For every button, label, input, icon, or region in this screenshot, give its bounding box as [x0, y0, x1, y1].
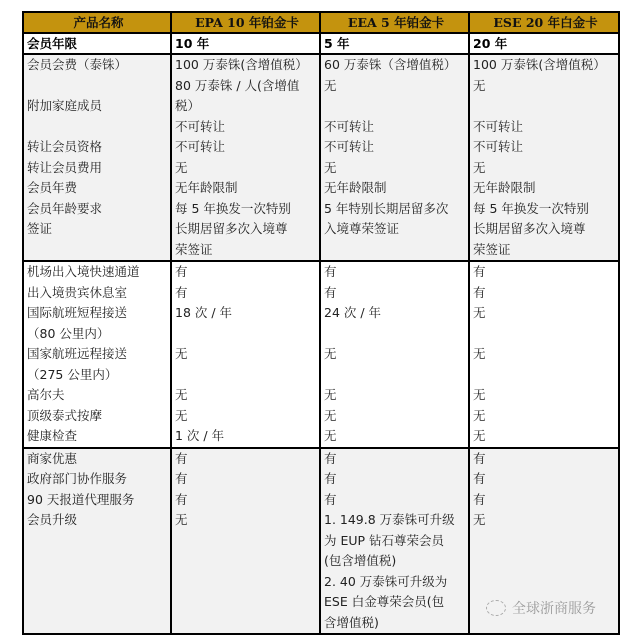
cell-line: 有 — [473, 491, 486, 507]
cell-line: 有 — [324, 471, 337, 486]
cell-line: 不可转让 — [473, 118, 524, 134]
cell-line: 有 — [175, 264, 188, 279]
table-header-row — [23, 12, 619, 33]
cell-line: 政府部门协作服务 — [27, 471, 128, 486]
cell-line: 附加家庭成员 — [27, 98, 103, 113]
cell-line: 无 — [324, 159, 337, 175]
cell-line: 国家航班远程接送 — [27, 346, 128, 361]
cell-line: 含增值税) — [324, 614, 379, 630]
term-cell: 5 年 — [320, 33, 469, 54]
feature-cell — [23, 54, 171, 261]
cell-line: 税） — [175, 98, 201, 113]
cell-line: 签证 — [27, 221, 53, 236]
cell-line: 高尔夫 — [27, 387, 65, 402]
cell-line: 18 次 / 年 — [175, 305, 233, 320]
cell-line: 无 — [324, 77, 337, 93]
value-cell — [320, 261, 469, 448]
cell-line: 80 万泰铢 / 人(含增值 — [175, 77, 300, 93]
cell-line: 100 万泰铢(含增值税） — [175, 57, 308, 72]
cell-line: 有 — [175, 450, 188, 466]
cell-line: 无 — [473, 77, 486, 93]
cell-line: 2. 40 万泰铢可升级为 — [324, 573, 448, 589]
cell-line: 有 — [324, 284, 337, 300]
cell-line — [324, 240, 468, 261]
cell-line: 100 万泰铢(含增值税） — [473, 57, 606, 72]
cell-line — [27, 592, 170, 613]
cell-line: 无 — [175, 346, 188, 361]
value-cell — [469, 261, 619, 448]
cell-line: （80 公里内） — [27, 325, 110, 341]
cell-line: 不可转让 — [324, 139, 375, 154]
cell-line: 有 — [175, 284, 188, 300]
cell-line — [175, 531, 319, 552]
cell-line: 无 — [473, 428, 486, 443]
cell-line: 无 — [324, 428, 337, 443]
cell-line: 有 — [175, 491, 188, 507]
cell-line: 1. 149.8 万泰铢可升级 — [324, 512, 455, 527]
cell-line: 无 — [175, 387, 188, 402]
cell-line — [473, 572, 618, 593]
cell-line: 有 — [324, 450, 337, 466]
header-cell: 产品名称 — [23, 12, 171, 33]
cell-line: 不可转让 — [175, 139, 226, 154]
cell-line: 有 — [473, 471, 486, 486]
cell-line: 90 天报道代理服务 — [27, 491, 135, 507]
cell-line: 无 — [473, 387, 486, 402]
cell-line: 荣签证 — [175, 241, 213, 257]
value-cell — [320, 54, 469, 261]
cell-line: 无 — [175, 512, 188, 527]
cell-line: 无 — [473, 159, 486, 175]
header-cell: EEA 5 年铂金卡 — [320, 12, 469, 33]
cell-line: 长期居留多次入境尊 — [175, 221, 288, 236]
cell-line — [473, 96, 618, 117]
cell-line — [175, 551, 319, 572]
cell-line: 有 — [473, 264, 486, 279]
value-cell — [469, 54, 619, 261]
header-cell: EPA 10 年铂金卡 — [171, 12, 320, 33]
cell-line — [473, 551, 618, 572]
cell-line: 无年龄限制 — [175, 180, 238, 195]
cell-line: 商家优惠 — [27, 450, 78, 466]
cell-line: 健康检查 — [27, 428, 78, 443]
cell-line: (包含增值税) — [324, 553, 397, 568]
cell-line — [324, 365, 468, 386]
cell-line: 转让会员费用 — [27, 159, 103, 175]
cell-line: 会员年费 — [27, 180, 78, 195]
cell-line — [473, 365, 618, 386]
membership-term-row — [23, 33, 619, 54]
comparison-table-container — [22, 11, 618, 635]
wechat-icon — [486, 600, 506, 616]
cell-line: 不可转让 — [324, 118, 375, 134]
cell-line: 顶级泰式按摩 — [27, 407, 103, 423]
watermark — [486, 598, 596, 618]
cell-line: 24 次 / 年 — [324, 305, 382, 320]
cell-line — [27, 572, 170, 593]
cell-line: 出入境贵宾休息室 — [27, 284, 128, 300]
cell-line: 有 — [175, 471, 188, 486]
term-cell: 20 年 — [469, 33, 619, 54]
cell-line: 有 — [473, 450, 486, 466]
header-cell: ESE 20 年白金卡 — [469, 12, 619, 33]
cell-line: 入境尊荣签证 — [324, 221, 400, 236]
cell-line: 机场出入境快速通道 — [27, 264, 140, 279]
cell-line: （275 公里内） — [27, 366, 118, 382]
cell-line: 会员年龄要求 — [27, 200, 103, 216]
cell-line — [175, 613, 319, 634]
cell-line: 荣签证 — [473, 241, 511, 257]
feature-cell — [23, 261, 171, 448]
cell-line: 无 — [473, 407, 486, 423]
cell-line: 转让会员资格 — [27, 139, 103, 154]
cell-line: 每 5 年换发一次特别 — [175, 200, 291, 216]
cell-line: 会员升级 — [27, 512, 78, 527]
cell-line — [473, 531, 618, 552]
term-cell: 10 年 — [171, 33, 320, 54]
cell-line: 无 — [175, 159, 188, 175]
cell-line — [27, 117, 170, 138]
cell-line: 有 — [324, 491, 337, 507]
cell-line — [27, 76, 170, 97]
cell-line: 无年龄限制 — [324, 180, 387, 195]
cell-line — [175, 572, 319, 593]
cell-line: 国际航班短程接送 — [27, 305, 128, 320]
cell-line — [27, 613, 170, 634]
cell-line: 无 — [324, 387, 337, 402]
table-section-row — [23, 54, 619, 261]
cell-line: 无 — [473, 346, 486, 361]
cell-line: 会员会费（泰铢） — [27, 57, 128, 72]
cell-line — [27, 551, 170, 572]
cell-line — [175, 592, 319, 613]
cell-line: 无 — [324, 407, 337, 423]
cell-line: 不可转让 — [473, 139, 524, 154]
cell-line — [27, 240, 170, 261]
value-cell — [171, 261, 320, 448]
cell-line — [27, 531, 170, 552]
cell-line — [473, 324, 618, 345]
cell-line — [324, 324, 468, 345]
cell-line: 为 EUP 钻石尊荣会员 — [324, 532, 445, 548]
term-cell: 会员年限 — [23, 33, 171, 54]
cell-line: 无 — [175, 407, 188, 423]
cell-line: 有 — [473, 284, 486, 300]
cell-line: 60 万泰铢（含增值税） — [324, 57, 457, 72]
cell-line — [175, 365, 319, 386]
value-cell — [171, 448, 320, 635]
cell-line — [324, 96, 468, 117]
watermark-text: 全球浙商服务 — [512, 601, 596, 617]
cell-line: 不可转让 — [175, 118, 226, 134]
cell-line — [175, 324, 319, 345]
cell-line: 无 — [473, 305, 486, 320]
cell-line: 有 — [324, 264, 337, 279]
cell-line: 5 年特别长期居留多次 — [324, 200, 449, 216]
cell-line: 无年龄限制 — [473, 180, 536, 195]
feature-cell — [23, 448, 171, 635]
cell-line: ESE 白金尊荣会员(包 — [324, 594, 445, 609]
cell-line: 长期居留多次入境尊 — [473, 221, 586, 236]
cell-line: 每 5 年换发一次特别 — [473, 200, 589, 216]
membership-comparison-table — [22, 11, 620, 635]
table-section-row — [23, 261, 619, 448]
value-cell — [320, 448, 469, 635]
cell-line: 1 次 / 年 — [175, 428, 225, 443]
cell-line: 无 — [324, 346, 337, 361]
value-cell — [171, 54, 320, 261]
cell-line: 无 — [473, 512, 486, 527]
